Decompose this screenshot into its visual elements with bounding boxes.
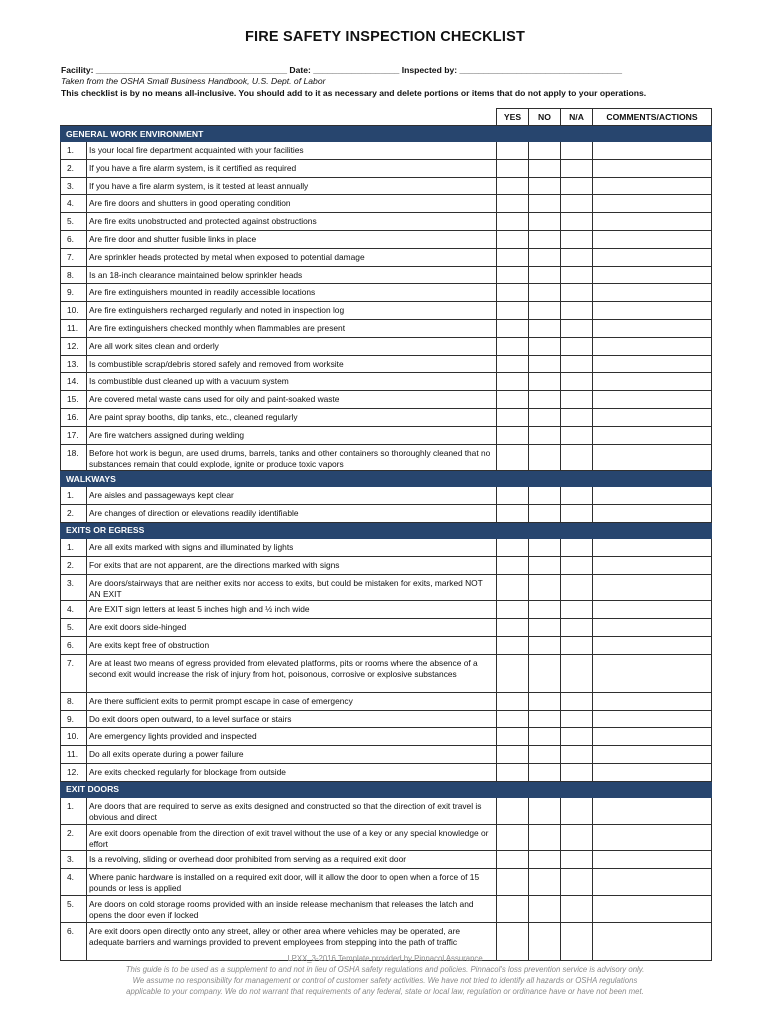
item-question: Where panic hardware is installed on a required exit door, will it allow the door to open when a force of 15 pounds or less is applied	[87, 869, 497, 896]
na-cell[interactable]	[561, 619, 593, 637]
item-question: If you have a fire alarm system, is it tested at least annually	[87, 177, 497, 195]
yes-cell[interactable]	[497, 505, 529, 523]
yes-cell[interactable]	[497, 574, 529, 601]
no-cell[interactable]	[529, 869, 561, 896]
checklist-row	[61, 391, 712, 409]
checklist-row	[61, 373, 712, 391]
yes-cell[interactable]	[497, 895, 529, 922]
checklist-row	[61, 797, 712, 824]
yes-cell[interactable]	[497, 408, 529, 426]
checklist-row	[61, 710, 712, 728]
section-header	[61, 126, 712, 142]
yes-cell[interactable]	[497, 177, 529, 195]
checklist-row	[61, 230, 712, 248]
na-cell[interactable]	[561, 391, 593, 409]
item-question: Are fire exits unobstructed and protected against obstructions	[87, 213, 497, 231]
checklist-row	[61, 746, 712, 764]
item-number: 9.	[61, 284, 87, 302]
document-header	[61, 65, 721, 99]
no-cell[interactable]	[529, 538, 561, 556]
no-cell[interactable]	[529, 746, 561, 764]
item-number: 2.	[61, 556, 87, 574]
na-cell[interactable]	[561, 230, 593, 248]
yes-cell[interactable]	[497, 373, 529, 391]
item-question: Are fire extinguishers mounted in readily accessible locations	[87, 284, 497, 302]
no-cell[interactable]	[529, 373, 561, 391]
item-question: Are fire door and shutter fusible links in place	[87, 230, 497, 248]
no-cell[interactable]	[529, 426, 561, 444]
comments-cell[interactable]	[593, 284, 712, 302]
no-cell[interactable]	[529, 636, 561, 654]
item-question: Before hot work is begun, are used drums, barrels, tanks and other containers so thoroughly cleaned that no substances remain that could explode, ignite or produce toxic vapors	[87, 444, 497, 471]
comments-cell[interactable]	[593, 538, 712, 556]
yes-cell[interactable]	[497, 195, 529, 213]
yes-cell[interactable]	[497, 391, 529, 409]
no-cell[interactable]	[529, 284, 561, 302]
comments-cell[interactable]	[593, 574, 712, 601]
no-cell[interactable]	[529, 763, 561, 781]
item-number: 18.	[61, 444, 87, 471]
no-cell[interactable]	[529, 408, 561, 426]
checklist-row	[61, 728, 712, 746]
comments-cell[interactable]	[593, 142, 712, 160]
item-question: Do exit doors open outward, to a level surface or stairs	[87, 710, 497, 728]
no-cell[interactable]	[529, 692, 561, 710]
comments-cell[interactable]	[593, 408, 712, 426]
item-number: 5.	[61, 895, 87, 922]
na-cell[interactable]	[561, 710, 593, 728]
item-question: Do all exits operate during a power failure	[87, 746, 497, 764]
checklist-row	[61, 636, 712, 654]
comments-cell[interactable]	[593, 505, 712, 523]
checklist-row	[61, 895, 712, 922]
comments-cell[interactable]	[593, 302, 712, 320]
yes-cell[interactable]	[497, 710, 529, 728]
na-cell[interactable]	[561, 556, 593, 574]
item-question: Are EXIT sign letters at least 5 inches high and ½ inch wide	[87, 601, 497, 619]
na-cell[interactable]	[561, 746, 593, 764]
na-cell[interactable]	[561, 851, 593, 869]
no-cell[interactable]	[529, 505, 561, 523]
section-header	[61, 522, 712, 538]
comments-cell[interactable]	[593, 601, 712, 619]
item-question: Are fire watchers assigned during welding	[87, 426, 497, 444]
item-question: Are exit doors open directly onto any street, alley or other area where vehicles may be operated, are adequate barriers and warnings provided to prevent employees from stepping into the path of traffic	[87, 922, 497, 960]
item-number: 17.	[61, 426, 87, 444]
item-number: 5.	[61, 619, 87, 637]
yes-cell[interactable]	[497, 284, 529, 302]
page-footer	[0, 953, 770, 997]
comments-cell[interactable]	[593, 266, 712, 284]
no-cell[interactable]	[529, 391, 561, 409]
yes-cell[interactable]	[497, 601, 529, 619]
no-cell[interactable]	[529, 159, 561, 177]
na-cell[interactable]	[561, 869, 593, 896]
yes-cell[interactable]	[497, 337, 529, 355]
section-title: GENERAL WORK ENVIRONMENT	[61, 126, 712, 142]
item-number: 2.	[61, 824, 87, 851]
checklist-row	[61, 692, 712, 710]
na-cell[interactable]	[561, 444, 593, 471]
comments-cell[interactable]	[593, 895, 712, 922]
comments-cell[interactable]	[593, 391, 712, 409]
item-question: Are exit doors openable from the direction of exit travel without the use of a key or any special knowledge or effort	[87, 824, 497, 851]
na-cell[interactable]	[561, 728, 593, 746]
comments-cell[interactable]	[593, 159, 712, 177]
comments-cell[interactable]	[593, 319, 712, 337]
footer-disclaimer-2: We assume no responsibility for management or control of customer safety activities. We have not tried to identify all hazards or OSHA regulations	[132, 976, 638, 985]
na-cell[interactable]	[561, 538, 593, 556]
na-cell[interactable]	[561, 373, 593, 391]
no-cell[interactable]	[529, 710, 561, 728]
item-question: Is combustible dust cleaned up with a vacuum system	[87, 373, 497, 391]
na-cell[interactable]	[561, 266, 593, 284]
column-no: NO	[529, 109, 561, 126]
item-question: Are doors/stairways that are neither exits nor access to exits, but could be mistaken for exits, marked NOT AN EXIT	[87, 574, 497, 601]
comments-cell[interactable]	[593, 654, 712, 692]
comments-cell[interactable]	[593, 824, 712, 851]
na-cell[interactable]	[561, 195, 593, 213]
yes-cell[interactable]	[497, 426, 529, 444]
checklist-row	[61, 619, 712, 637]
na-cell[interactable]	[561, 692, 593, 710]
comments-cell[interactable]	[593, 710, 712, 728]
checklist-row	[61, 177, 712, 195]
item-number: 11.	[61, 319, 87, 337]
na-cell[interactable]	[561, 654, 593, 692]
checklist-row	[61, 213, 712, 231]
item-question: For exits that are not apparent, are the directions marked with signs	[87, 556, 497, 574]
yes-cell[interactable]	[497, 824, 529, 851]
item-number: 11.	[61, 746, 87, 764]
comments-cell[interactable]	[593, 728, 712, 746]
no-cell[interactable]	[529, 319, 561, 337]
checklist-row	[61, 355, 712, 373]
checklist-row	[61, 302, 712, 320]
no-cell[interactable]	[529, 444, 561, 471]
item-number: 9.	[61, 710, 87, 728]
item-question: Are emergency lights provided and inspected	[87, 728, 497, 746]
checklist-row	[61, 266, 712, 284]
checklist-row	[61, 851, 712, 869]
item-number: 4.	[61, 195, 87, 213]
no-cell[interactable]	[529, 337, 561, 355]
item-question: Are changes of direction or elevations readily identifiable	[87, 505, 497, 523]
item-number: 14.	[61, 373, 87, 391]
item-number: 7.	[61, 654, 87, 692]
checklist-row	[61, 574, 712, 601]
yes-cell[interactable]	[497, 266, 529, 284]
item-question: Are all exits marked with signs and illuminated by lights	[87, 538, 497, 556]
checklist-row	[61, 654, 712, 692]
yes-cell[interactable]	[497, 248, 529, 266]
na-cell[interactable]	[561, 284, 593, 302]
comments-cell[interactable]	[593, 373, 712, 391]
comments-cell[interactable]	[593, 797, 712, 824]
header-spacer	[61, 109, 497, 126]
checklist-row	[61, 248, 712, 266]
na-cell[interactable]	[561, 763, 593, 781]
no-cell[interactable]	[529, 619, 561, 637]
no-cell[interactable]	[529, 556, 561, 574]
checklist-row	[61, 195, 712, 213]
na-cell[interactable]	[561, 213, 593, 231]
section-header	[61, 471, 712, 487]
yes-cell[interactable]	[497, 444, 529, 471]
item-number: 3.	[61, 177, 87, 195]
item-question: Are covered metal waste cans used for oily and paint-soaked waste	[87, 391, 497, 409]
comments-cell[interactable]	[593, 195, 712, 213]
column-header-row	[61, 109, 712, 126]
na-cell[interactable]	[561, 355, 593, 373]
na-cell[interactable]	[561, 636, 593, 654]
yes-cell[interactable]	[497, 142, 529, 160]
na-cell[interactable]	[561, 601, 593, 619]
no-cell[interactable]	[529, 895, 561, 922]
comments-cell[interactable]	[593, 556, 712, 574]
item-question: Are doors that are required to serve as exits designed and constructed so that the direction of exit travel is obvious and direct	[87, 797, 497, 824]
item-question: Are exits kept free of obstruction	[87, 636, 497, 654]
item-number: 7.	[61, 248, 87, 266]
item-question: Are all work sites clean and orderly	[87, 337, 497, 355]
checklist-row	[61, 159, 712, 177]
no-cell[interactable]	[529, 728, 561, 746]
checklist-row	[61, 601, 712, 619]
column-comments: COMMENTS/ACTIONS	[593, 109, 712, 126]
checklist-body	[61, 126, 712, 961]
checklist-row	[61, 319, 712, 337]
checklist-row	[61, 763, 712, 781]
comments-cell[interactable]	[593, 337, 712, 355]
footer-template-note: LPXX_3-2016 Template provided by Pinnacol Assurance	[287, 954, 483, 963]
no-cell[interactable]	[529, 266, 561, 284]
no-cell[interactable]	[529, 654, 561, 692]
comments-cell[interactable]	[593, 636, 712, 654]
item-question: If you have a fire alarm system, is it certified as required	[87, 159, 497, 177]
yes-cell[interactable]	[497, 746, 529, 764]
yes-cell[interactable]	[497, 355, 529, 373]
checklist-row	[61, 408, 712, 426]
comments-cell[interactable]	[593, 230, 712, 248]
na-cell[interactable]	[561, 895, 593, 922]
yes-cell[interactable]	[497, 619, 529, 637]
no-cell[interactable]	[529, 142, 561, 160]
item-number: 2.	[61, 505, 87, 523]
comments-cell[interactable]	[593, 426, 712, 444]
no-cell[interactable]	[529, 824, 561, 851]
disclaimer-note: This checklist is by no means all-inclusive. You should add to it as necessary and delete portions or items that do not apply to your operations.	[61, 87, 647, 98]
item-number: 5.	[61, 213, 87, 231]
no-cell[interactable]	[529, 601, 561, 619]
checklist-row	[61, 142, 712, 160]
footer-disclaimer-3: applicable to your company. We do not warrant that requirements of any federal, state or local law, regulation or ordinance have or have not been met.	[126, 987, 644, 996]
yes-cell[interactable]	[497, 159, 529, 177]
yes-cell[interactable]	[497, 556, 529, 574]
item-question: Are doors on cold storage rooms provided with an inside release mechanism that releases the latch and opens the door even if locked	[87, 895, 497, 922]
na-cell[interactable]	[561, 797, 593, 824]
item-number: 6.	[61, 922, 87, 960]
item-question: Are fire extinguishers checked monthly when flammables are present	[87, 319, 497, 337]
na-cell[interactable]	[561, 248, 593, 266]
no-cell[interactable]	[529, 213, 561, 231]
yes-cell[interactable]	[497, 636, 529, 654]
checklist-row	[61, 284, 712, 302]
yes-cell[interactable]	[497, 302, 529, 320]
yes-cell[interactable]	[497, 319, 529, 337]
yes-cell[interactable]	[497, 869, 529, 896]
section-title: EXIT DOORS	[61, 781, 712, 797]
section-title: WALKWAYS	[61, 471, 712, 487]
yes-cell[interactable]	[497, 728, 529, 746]
checklist-row	[61, 824, 712, 851]
no-cell[interactable]	[529, 230, 561, 248]
section-title: EXITS OR EGRESS	[61, 522, 712, 538]
section-header	[61, 781, 712, 797]
comments-cell[interactable]	[593, 444, 712, 471]
comments-cell[interactable]	[593, 851, 712, 869]
item-number: 1.	[61, 487, 87, 505]
na-cell[interactable]	[561, 177, 593, 195]
item-number: 15.	[61, 391, 87, 409]
yes-cell[interactable]	[497, 230, 529, 248]
checklist-row	[61, 426, 712, 444]
na-cell[interactable]	[561, 487, 593, 505]
na-cell[interactable]	[561, 574, 593, 601]
item-question: Is a revolving, sliding or overhead door prohibited from serving as a required exit door	[87, 851, 497, 869]
na-cell[interactable]	[561, 337, 593, 355]
checklist-table	[60, 108, 712, 961]
item-question: Are sprinkler heads protected by metal when exposed to potential damage	[87, 248, 497, 266]
comments-cell[interactable]	[593, 487, 712, 505]
no-cell[interactable]	[529, 574, 561, 601]
checklist-row	[61, 556, 712, 574]
na-cell[interactable]	[561, 159, 593, 177]
item-number: 1.	[61, 797, 87, 824]
item-question: Are at least two means of egress provided from elevated platforms, pits or rooms where the absence of a second exit would increase the risk of injury from hot, poisonous, corrosive or explosive substances	[87, 654, 497, 692]
no-cell[interactable]	[529, 851, 561, 869]
page-title: FIRE SAFETY INSPECTION CHECKLIST	[244, 29, 526, 45]
comments-cell[interactable]	[593, 177, 712, 195]
item-number: 1.	[61, 142, 87, 160]
yes-cell[interactable]	[497, 654, 529, 692]
item-number: 8.	[61, 692, 87, 710]
yes-cell[interactable]	[497, 851, 529, 869]
item-question: Are there sufficient exits to permit prompt escape in case of emergency	[87, 692, 497, 710]
yes-cell[interactable]	[497, 213, 529, 231]
yes-cell[interactable]	[497, 487, 529, 505]
no-cell[interactable]	[529, 248, 561, 266]
na-cell[interactable]	[561, 505, 593, 523]
item-number: 16.	[61, 408, 87, 426]
item-number: 6.	[61, 230, 87, 248]
source-note: Taken from the OSHA Small Business Handbook, U.S. Dept. of Labor	[61, 76, 326, 87]
item-number: 3.	[61, 574, 87, 601]
item-number: 4.	[61, 869, 87, 896]
item-number: 10.	[61, 728, 87, 746]
item-question: Are exit doors side-hinged	[87, 619, 497, 637]
no-cell[interactable]	[529, 355, 561, 373]
na-cell[interactable]	[561, 142, 593, 160]
yes-cell[interactable]	[497, 538, 529, 556]
checklist-row	[61, 337, 712, 355]
comments-cell[interactable]	[593, 619, 712, 637]
comments-cell[interactable]	[593, 869, 712, 896]
item-question: Are exits checked regularly for blockage from outside	[87, 763, 497, 781]
item-question: Is an 18-inch clearance maintained below sprinkler heads	[87, 266, 497, 284]
checklist-row	[61, 869, 712, 896]
item-question: Are fire extinguishers recharged regularly and noted in inspection log	[87, 302, 497, 320]
na-cell[interactable]	[561, 824, 593, 851]
item-question: Are paint spray booths, dip tanks, etc., cleaned regularly	[87, 408, 497, 426]
no-cell[interactable]	[529, 487, 561, 505]
no-cell[interactable]	[529, 195, 561, 213]
footer-disclaimer-1: This guide is to be used as a supplement to and not in lieu of OSHA safety regulations and policies. Pinnacol's loss prevention service is advisory only.	[125, 965, 645, 974]
item-question: Are fire doors and shutters in good operating condition	[87, 195, 497, 213]
item-question: Is your local fire department acquainted with your facilities	[87, 142, 497, 160]
no-cell[interactable]	[529, 302, 561, 320]
comments-cell[interactable]	[593, 692, 712, 710]
checklist-row	[61, 444, 712, 471]
checklist-row	[61, 538, 712, 556]
na-cell[interactable]	[561, 319, 593, 337]
comments-cell[interactable]	[593, 355, 712, 373]
comments-cell[interactable]	[593, 213, 712, 231]
item-number: 4.	[61, 601, 87, 619]
item-number: 10.	[61, 302, 87, 320]
checklist-row	[61, 505, 712, 523]
item-number: 3.	[61, 851, 87, 869]
item-number: 13.	[61, 355, 87, 373]
comments-cell[interactable]	[593, 746, 712, 764]
checklist-row	[61, 487, 712, 505]
item-number: 12.	[61, 763, 87, 781]
na-cell[interactable]	[561, 302, 593, 320]
yes-cell[interactable]	[497, 763, 529, 781]
yes-cell[interactable]	[497, 692, 529, 710]
column-yes: YES	[497, 109, 529, 126]
item-number: 6.	[61, 636, 87, 654]
comments-cell[interactable]	[593, 763, 712, 781]
item-number: 12.	[61, 337, 87, 355]
no-cell[interactable]	[529, 177, 561, 195]
form-fields-line: Facility: ________________________________________ Date: __________________ Inspected by: __________________________________	[61, 65, 623, 75]
na-cell[interactable]	[561, 426, 593, 444]
yes-cell[interactable]	[497, 797, 529, 824]
na-cell[interactable]	[561, 408, 593, 426]
item-question: Are aisles and passageways kept clear	[87, 487, 497, 505]
no-cell[interactable]	[529, 797, 561, 824]
item-number: 8.	[61, 266, 87, 284]
item-question: Is combustible scrap/debris stored safely and removed from worksite	[87, 355, 497, 373]
column-na: N/A	[561, 109, 593, 126]
item-number: 1.	[61, 538, 87, 556]
item-number: 2.	[61, 159, 87, 177]
comments-cell[interactable]	[593, 248, 712, 266]
